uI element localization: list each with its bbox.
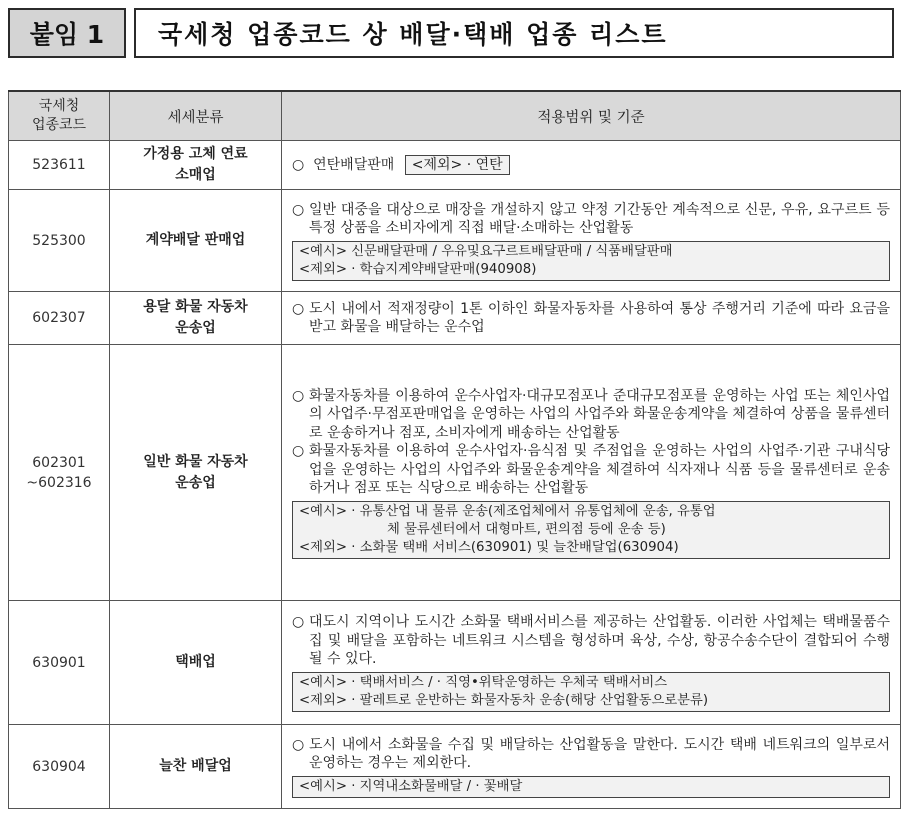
row-scope <box>282 190 901 292</box>
table-row <box>9 345 901 601</box>
example-box <box>292 241 890 281</box>
row-scope <box>282 601 901 725</box>
table-row <box>9 190 901 292</box>
row-category: 택배업 <box>110 601 282 725</box>
example-line: 체 물류센터에서 대형마트, 편의점 등에 운송 등) <box>387 521 666 537</box>
scope-item: ○ 도시 내에서 소화물을 수집 및 배달하는 산업활동을 말한다. 도시간 택배 네트워크의 일부로서 운영하는 경우는 제외한다. <box>292 736 890 771</box>
scope-item: ○ 화물자동차를 이용하여 운수사업자·음식점 및 주점업을 운영하는 사업의 사업주·기관 구내식당업을 운영하는 사업의 사업주와 화물운송계약을 체결하여 식자재나 식품 등을 물류센터로 운송하거나 점포 또는 식당으로 배송하는 산업활동 <box>292 443 890 496</box>
table-row <box>9 601 901 725</box>
attachment-badge: 붙임 1 <box>8 8 126 58</box>
title-bar <box>8 8 900 58</box>
row-category: 계약배달 판매업 <box>110 190 282 292</box>
column-header-category: 세세분류 <box>110 91 282 141</box>
bullet-icon: ○ <box>292 736 305 753</box>
bullet-icon: ○ <box>292 157 305 173</box>
scope-item: ○ 일반 대중을 대상으로 매장을 개설하지 않고 약정 기간동안 계속적으로 신문, 우유, 요구르트 등 특정 상품을 소비자에게 직접 배달·소매하는 산업활동 <box>292 201 890 236</box>
row-code: 602301 ~602316 <box>9 345 110 601</box>
exclusion-line: <제외> · 학습지계약배달판매(940908) <box>299 261 537 277</box>
industry-code-table <box>8 90 901 809</box>
row-code: 525300 <box>9 190 110 292</box>
table-row <box>9 292 901 345</box>
example-box <box>292 501 890 559</box>
exclusion-line: <제외> · 팔레트로 운반하는 화물자동차 운송(해당 산업활동으로분류) <box>299 692 709 708</box>
table-row <box>9 725 901 809</box>
scope-item: ○ 도시 내에서 적재정량이 1톤 이하인 화물자동차를 사용하여 통상 주행거리 기준에 따라 요금을 받고 화물을 배달하는 운수업 <box>292 300 890 335</box>
bullet-icon: ○ <box>292 443 305 459</box>
exclusion-line: <제외> · 소화물 택배 서비스(630901) 및 늘찬배달업(630904) <box>299 539 679 555</box>
row-code: 523611 <box>9 141 110 190</box>
row-code: 602307 <box>9 292 110 345</box>
page-title: 국세청 업종코드 상 배달·택배 업종 리스트 <box>134 8 894 58</box>
table-row <box>9 141 901 190</box>
row-scope <box>282 345 901 601</box>
bullet-icon: ○ <box>292 387 305 404</box>
scope-item: 연탄배달판매 <box>313 157 395 173</box>
bullet-icon: ○ <box>292 201 305 218</box>
row-code: 630901 <box>9 601 110 725</box>
row-category: 용달 화물 자동차 운송업 <box>110 292 282 345</box>
example-box <box>292 672 890 712</box>
bullet-icon: ○ <box>292 614 305 631</box>
row-category: 늘찬 배달업 <box>110 725 282 809</box>
row-code: 630904 <box>9 725 110 809</box>
example-line: <예시> · 유통산업 내 물류 운송(제조업체에서 유통업체에 운송, 유통업 <box>299 503 716 519</box>
example-line: <예시> 신문배달판매 / 우유및요구르트배달판매 / 식품배달판매 <box>299 243 673 259</box>
row-category: 일반 화물 자동차 운송업 <box>110 345 282 601</box>
row-scope <box>282 292 901 345</box>
column-header-scope: 적용범위 및 기준 <box>282 91 901 141</box>
table-header-row <box>9 91 901 141</box>
scope-item: ○ 대도시 지역이나 도시간 소화물 택배서비스를 제공하는 산업활동. 이러한 사업체는 택배물품수집 및 배달을 포함하는 네트워크 시스템을 형성하며 육상, 수상, 항공수송수단이 결합되어 수행될 수 있다. <box>292 614 890 668</box>
row-scope <box>282 725 901 809</box>
row-scope <box>282 141 901 190</box>
example-box <box>292 776 890 798</box>
exclusion-box: <제외> · 연탄 <box>405 155 510 175</box>
scope-item: ○ 화물자동차를 이용하여 운수사업자·대규모점포나 준대규모점포를 운영하는 사업 또는 체인사업의 사업주·무점포판매업을 운영하는 사업의 사업주와 화물운송계약을 체결하여 상품을 물류센터로 운송하거나 점포, 소비자에게 배송하는 산업활동 <box>292 387 891 441</box>
bullet-icon: ○ <box>292 300 305 317</box>
example-line: <예시> · 지역내소화물배달 / · 꽃배달 <box>299 778 523 794</box>
row-category: 가정용 고체 연료 소매업 <box>110 141 282 190</box>
example-line: <예시> · 택배서비스 / · 직영•위탁운영하는 우체국 택배서비스 <box>299 674 668 690</box>
column-header-code: 국세청 업종코드 <box>9 91 110 141</box>
